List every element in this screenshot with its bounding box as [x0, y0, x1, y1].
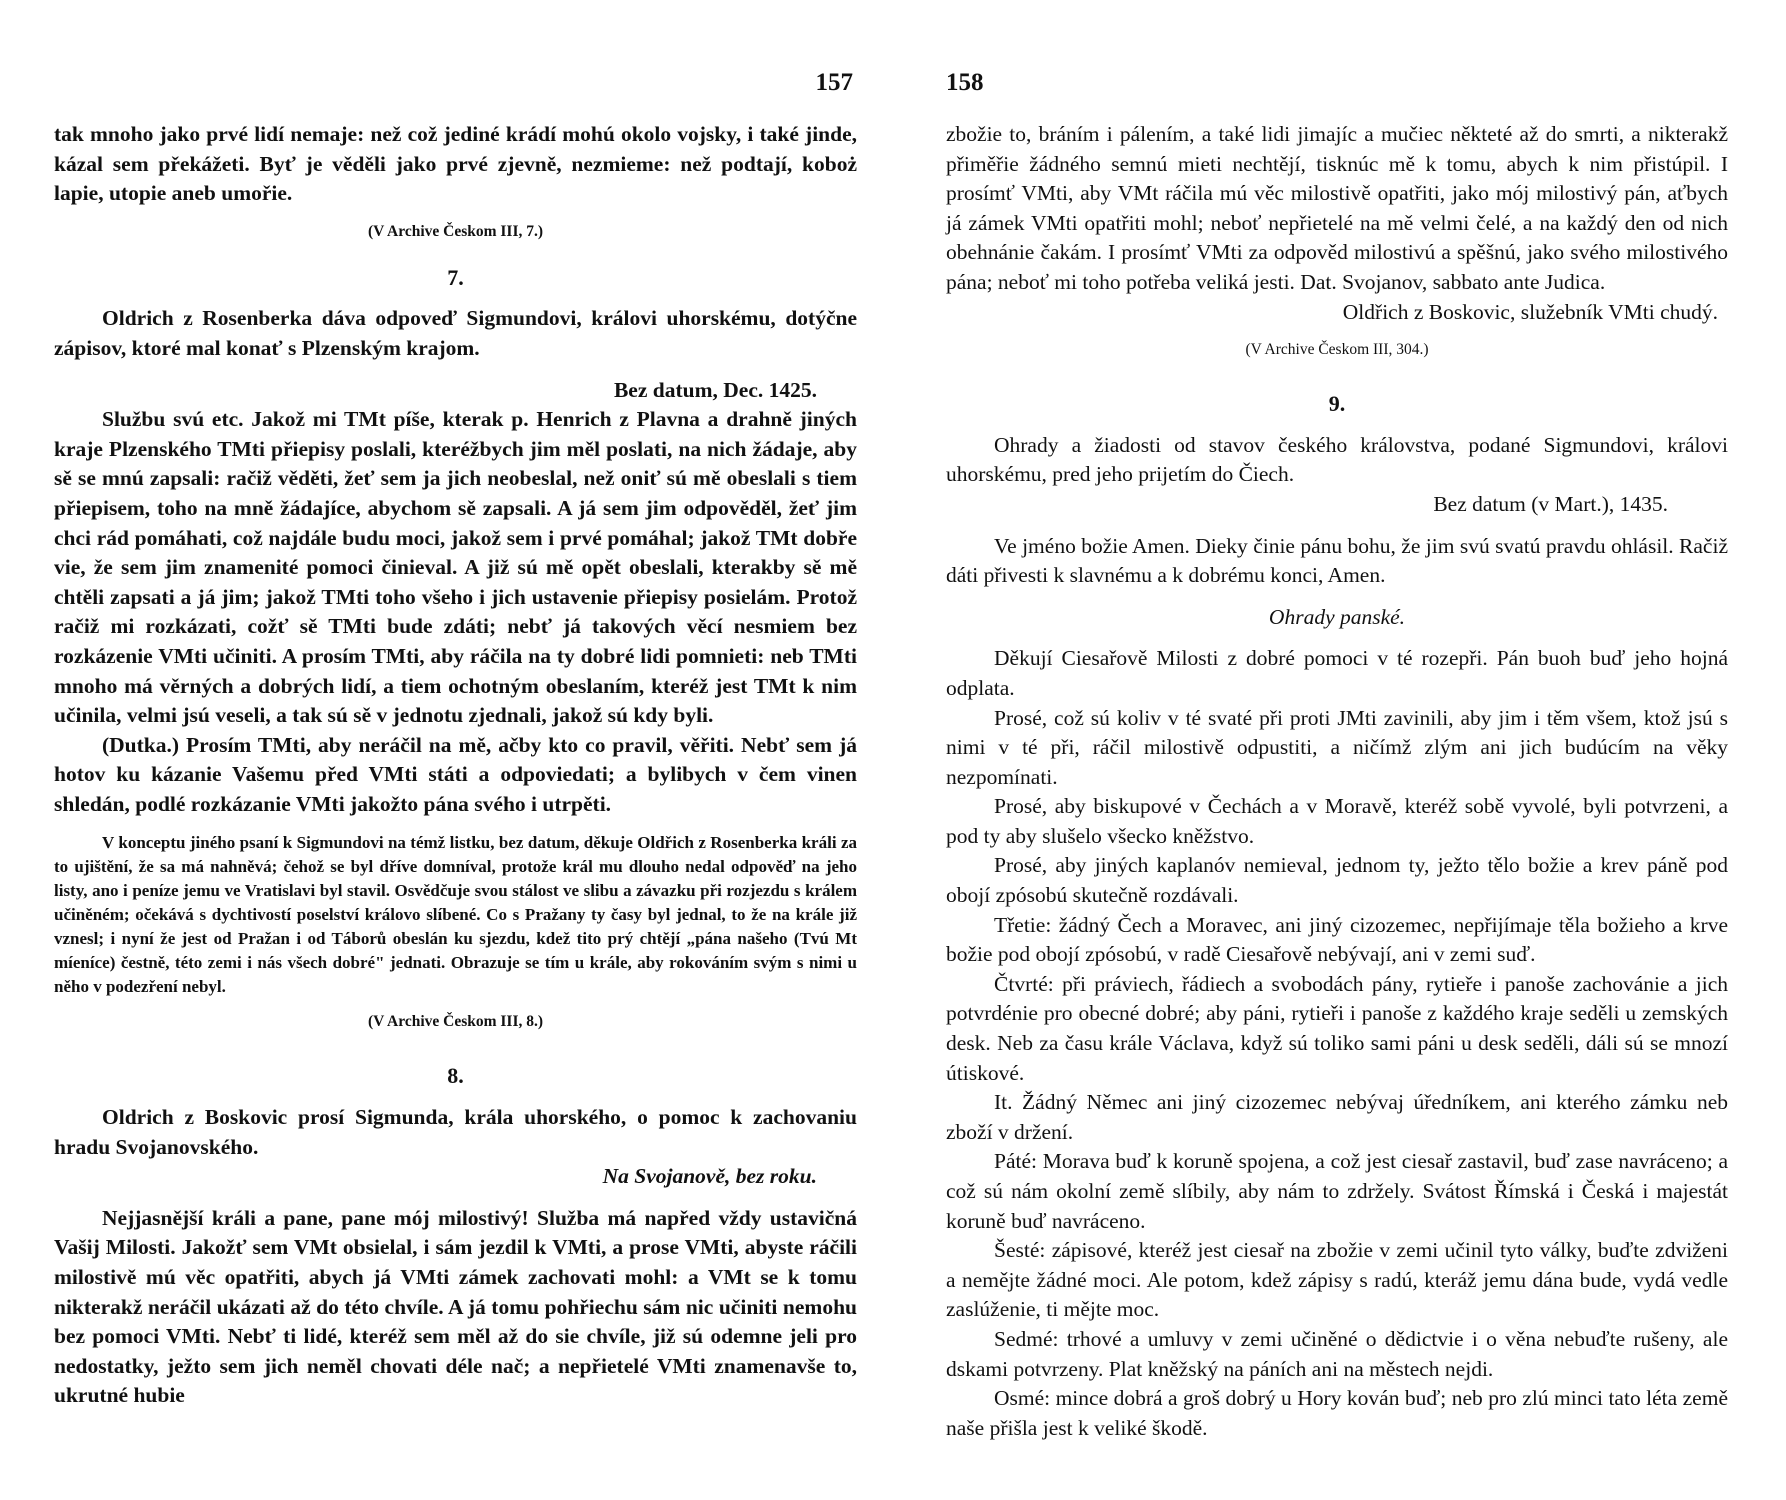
page-number: 158 [946, 69, 984, 96]
paragraph: zbožie to, bráním i pálením, a také lidi jimajíc a mučiec někteté až do smrti, a nikterakž přiměřie žádného semnú mieti nechtějí, tisknúc mě k tomu, abych k nim přistúpil. I prosímť VMti, aby VMt ráčila mú věc milostivě opatřiti, jako mój milostivý pán, aťbych já zámek VMti opatřiti mohl; neboť nepřietelé na mě velmi čelé, a na každý den od nich obehnánie čakám. I prosímť VMti za odpověd milostivú a spěšnú, jako svého milostivého pána; neboť mi toho potřeba veliká jesti. Dat. Svojanov, sabbato ante Judica. [946, 122, 1728, 294]
paragraph: Ve jméno božie Amen. Dieky činie pánu bohu, že jim svú svatú pravdu ohlásil. Račiž dáti přivesti k slavnému a k dobrému konci, Amen. [946, 533, 1728, 588]
paragraph: Prosé, což sú koliv v té svaté při proti JMti zavinili, aby jim i těm všem, ktož jsú s nimi v té při, ráčil milostivě odpustiti, a ničímž zlým ani jich budúcím na věky nezpomínati. [946, 705, 1728, 789]
paragraph: Páté: Morava buď k koruně spojena, a což jest ciesař zastavil, buď zase navráceno; a což sú nám okolní země slíbily, aby nám to zdržely. Svátost Římská i Česká i majestát koruně buď navráceno. [946, 1149, 1728, 1233]
source-citation: (V Archive Českom III, 8.) [367, 1013, 544, 1031]
paragraph: Službu svú etc. Jakož mi TMt píše, kterak p. Henrich z Plavna a drahně jiných kraje Plzenského TMti přiepisy poslali, kteréžbych jim měl poslati, na nich žádaje, aby sě se mnú zapsali: račiž věděti, žeť sem ja jich neobeslal, než oniť sú mě obeslali s tiem přiepisem, toho na mně žádajíce, abychom sě zapsali. A já sem jim odpověděl, žeť jim chci rád pomáhati, což najdále budu moci, jakož sem i prvé pomáhal; jakož TMt dobře vie, že sem jim znamenité pomoci činieval. A již sú mě opět obeslali, kterakby sě mě chtěli zapsati a já jim; jakož TMti toho všeho i jich ustavenie přiepisy posielám. Protož račiž mi rozkázati, cožť sě TMti bude zdáti; nebť já takových věcí nesmiem bez rozkázenie VMti učiniti. A prosím TMti, aby ráčila na ty dobré lidi pomnieti: neb TMti mnoho má věrných a dobrých lidí, a tiem ochotným obeslaním, kteréž jest TMt k nim učinila, velmi jsú veseli, a tak sú sě v jednotu zjednali, jakož sú kdy byli. [54, 407, 857, 728]
paragraph: Prosé, aby jiných kaplanóv nemieval, jednom ty, ježto tělo božie a krev páně pod obojí zpósobú skutečně rozdávali. [946, 853, 1728, 908]
section-heading: Ohrady a žiadosti od stavov českého královstva, podané Sigmundovi, královi uhorskému, pred jeho prijetím do Čiech. [946, 432, 1728, 487]
page-number: 157 [815, 69, 853, 96]
section-heading: Oldrich z Boskovic prosí Sigmunda, krála uhorského, o pomoc k zachovaniu hradu Svojanovského. [54, 1105, 857, 1159]
section-number: 9. [1328, 391, 1346, 417]
paragraph: Čtvrté: při práviech, řádiech a svobodách pány, rytieře i panoše zachovánie a jich potvrdénie pro obecné dobré; aby páni, rytieři i panoše z každého kraje seděli u zemských desk. Neb za času krále Václava, když sú toliko sami páni u desk seděli, dáli sú se mnozí útiskové. [946, 971, 1728, 1085]
section-number: 8. [447, 1063, 464, 1089]
paragraph: Osmé: mince dobrá a groš dobrý u Hory kován buď; neb pro zlú minci tato léta země naše přišla jest k veliké škodě. [946, 1386, 1728, 1440]
paragraph: Třetie: žádný Čech a Moravec, ani jiný cizozemec, nepřijímaje těla božieho a krve božie pod obojí zpósobú, v radě Ciesařově nebývají, ani v zemi suď. [946, 912, 1728, 967]
source-citation: (V Archive Českom III, 7.) [367, 222, 544, 240]
dateline: Bez datum (v Mart.), 1435. [1433, 491, 1668, 516]
source-citation: (V Archive Českom III, 304.) [1245, 341, 1429, 359]
paragraph: (Dutka.) Prosím TMti, aby neráčil na mě, ačby kto co pravil, věřiti. Nebť sem já hotov ku kázanie Vašemu před VMti státi a odpoviedati; a bylibych v čem vinen shledán, podlé rozkázanie VMti jakožto pána svého i utrpěti. [54, 732, 857, 816]
editorial-note: V konceptu jiného psaní k Sigmundovi na témž listku, bez datum, děkuje Oldřich z Rosenberka králi za to ujištění, že sa má nahněvá; čehož se byl dříve domníval, protože král mu dlouho nedal odpověď na jeho listy, ano i peníze jemu ve Vratislavi byl stavil. Osvědčuje svou stálost ve slibu a závazku při rozjezdu s králem učiněném; očekává s dychtivostí poselství královo slíbené. Co s Pražany ty časy byl jednal, to že na krále již vznesl; i nyní že jest od Pražan i od Táborů obeslán ku sjezdu, kdež tito prý chtějí „pána našeho (Tvú Mt míeníce) čestně, této zemi i nás všech dobré" jednati. Obrazuje se tím u krále, aby rokováním svým s nimi u něho v podezření nebyl. [54, 833, 857, 997]
paragraph: Šesté: zápisové, kteréž jest ciesař na zbožie v zemi učinil tyto války, buďte zdviženi a nemějte žádné moci. Ale potom, kdež zápisy s radú, kteráž jemu dána bude, vydá vedle zaslúženie, ti mějte moc. [946, 1238, 1728, 1322]
section-heading: Oldrich z Rosenberka dáva odpoveď Sigmundovi, královi uhorskému, dotýčne zápisov, ktoré mal konať s Plzenským krajom. [54, 306, 857, 360]
paragraph: Sedmé: trhové a umluvy v zemi učiněné o dědictvie i o věna nebuďte rušeny, ale dskami potvrzeny. Plat kněžský na páních ani na městech nejdi. [946, 1326, 1728, 1381]
paragraph: Prosé, aby biskupové v Čechách a v Moravě, kteréž sobě vyvolé, byli potvrzeni, a pod ty aby slušelo všecko kněžstvo. [946, 794, 1728, 848]
paragraph: Děkují Ciesařově Milosti z dobré pomoci v té rozepři. Pán buoh buď jeho hojná odplata. [946, 646, 1728, 700]
section-number: 7. [447, 264, 464, 290]
dateline: Bez datum, Dec. 1425. [613, 377, 817, 402]
right-page [893, 0, 1786, 1500]
paragraph: It. Žádný Němec ani jiný cizozemec nebývaj úředníkem, ani kterého zámku neb zboží v držení. [946, 1090, 1728, 1144]
signature: Oldřich z Boskovic, služebník VMti chudý. [1342, 299, 1718, 324]
paragraph: tak mnoho jako prvé lidí nemaje: než což jediné krádí mohú okolo vojsky, i také jinde, kázal sem překážeti. Byť je věděli jako prvé zjevně, nezmieme: než podtají, koboż lapie, utopie aneb umořie. [54, 122, 857, 206]
subheading: Ohrady panské. [1268, 604, 1406, 629]
dateline: Na Svojanově, bez roku. [602, 1164, 817, 1189]
paragraph: Nejjasnější králi a pane, pane mój milostivý! Služba má napřed vždy ustavičná Vašij Milosti. Jakožť sem VMt obsielal, i sám jezdil k VMti, a prose VMti, abyste ráčili milostivě mú věc opatřiti, abych já VMti zámek zachovati mohl: a VMt se k tomu nikterakž neráčil ukázati až do této chvíle. A já tomu pohřiechu sám nic učiniti nemohu bez pomoci VMti. Nebť ti lidé, kteréž sem měl až do sie chvíle, již sú odemne jeli pro nedostatky, ježto sem jich neměl chovati déle nač; a nepřietelé VMti znamenavše to, ukrutné hubie [54, 1205, 857, 1408]
